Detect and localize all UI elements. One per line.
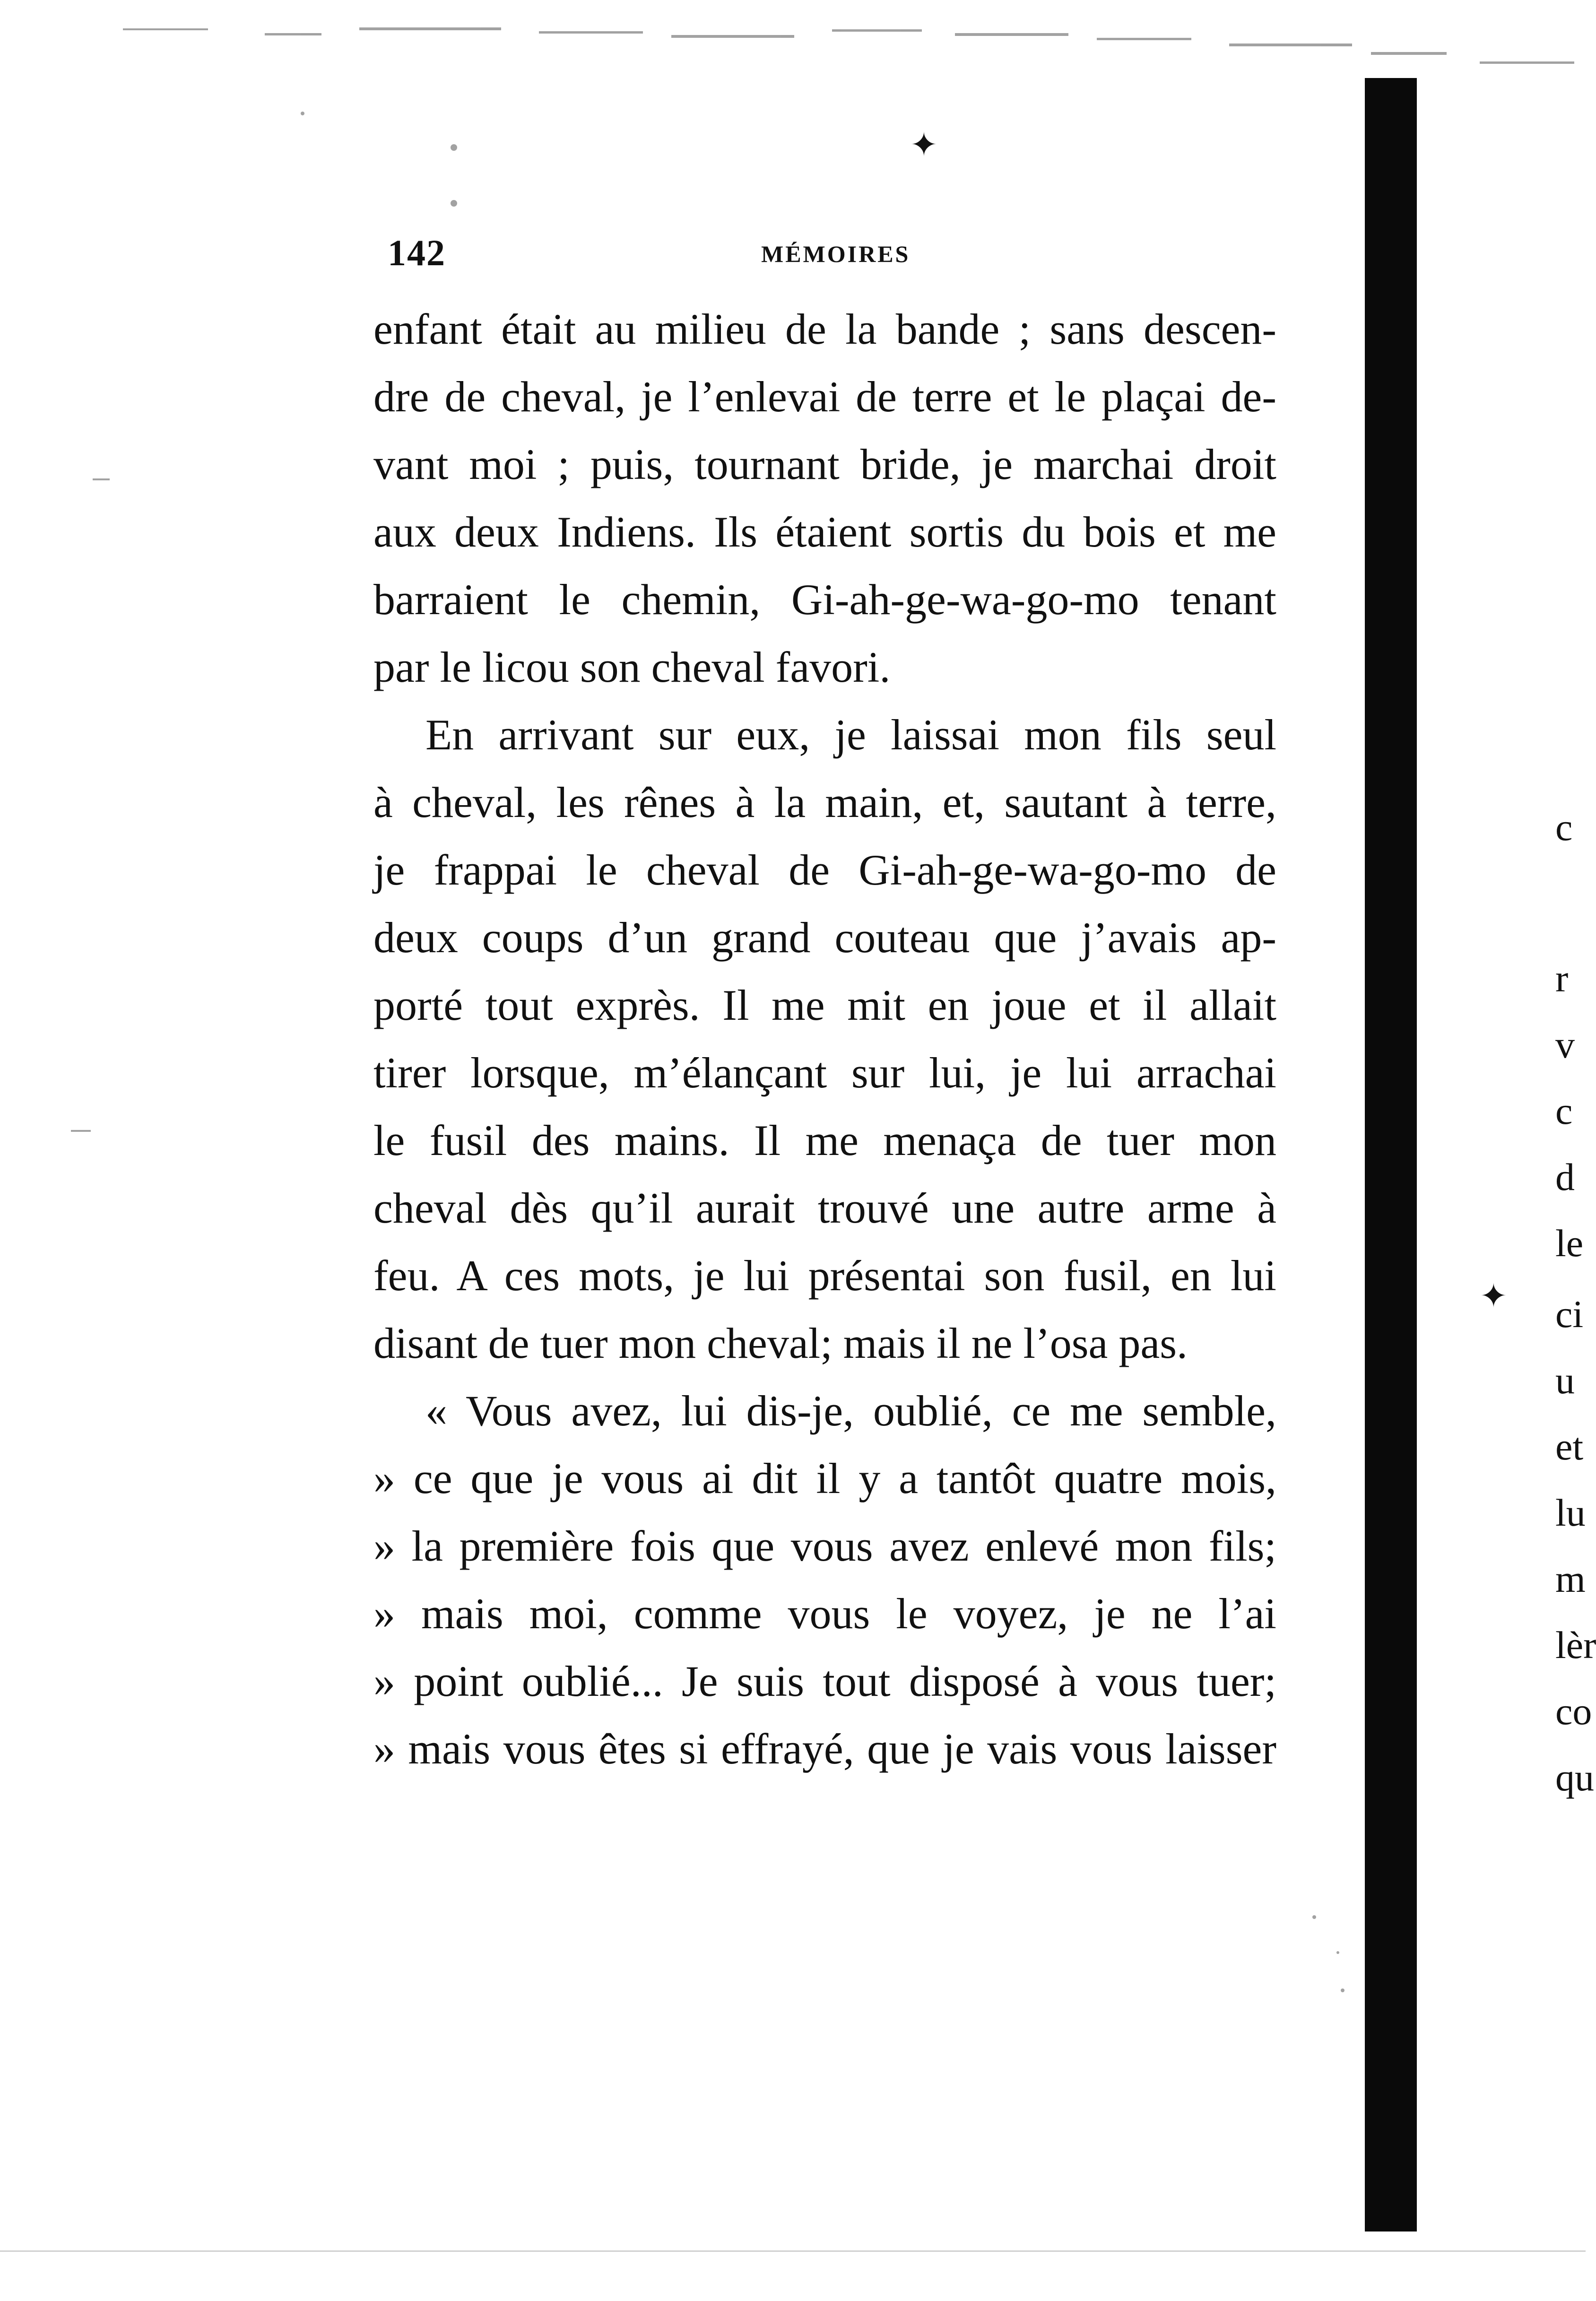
text-line: enfant était au milieu de la bande ; sans descen- <box>373 305 1276 353</box>
adjacent-page-letter: ci <box>1555 1293 1584 1336</box>
adjacent-page-letter: c <box>1555 1089 1573 1132</box>
page-number: 142 <box>388 232 446 273</box>
running-title: MÉMOIRES <box>761 241 911 267</box>
adjacent-page-letter: lèr <box>1555 1624 1596 1667</box>
text-line: vant moi ; puis, tournant bride, je marchai droit <box>373 440 1276 488</box>
quote-line: » la première fois que vous avez enlevé mon fils; <box>373 1522 1276 1570</box>
adjacent-page-letter: m <box>1555 1557 1586 1600</box>
adjacent-page-letter: v <box>1555 1023 1575 1066</box>
text-line: à cheval, les rênes à la main, et, sautant à terre, <box>373 778 1276 826</box>
text-line: par le licou son cheval favori. <box>373 643 891 691</box>
quote-line: » mais moi, comme vous le voyez, je ne l’ai <box>373 1589 1276 1638</box>
adjacent-page-letter: u <box>1555 1359 1575 1402</box>
text-line: cheval dès qu’il aurait trouvé une autre arme à <box>373 1184 1276 1232</box>
ornament-mark-top: ✦ <box>910 127 938 164</box>
text-line: le fusil des mains. Il me menaça de tuer mon <box>373 1116 1276 1164</box>
text-line: feu. A ces mots, je lui présentai son fusil, en lui <box>373 1251 1276 1300</box>
adjacent-page-letter: co <box>1555 1690 1592 1733</box>
adjacent-page-letter: le <box>1555 1222 1584 1265</box>
text-line: tirer lorsque, m’élançant sur lui, je lui arrachai <box>373 1049 1276 1097</box>
text-line-paragraph-start: En arrivant sur eux, je laissai mon fils seul <box>425 711 1276 759</box>
quote-line-start: « Vous avez, lui dis-je, oublié, ce me semble, <box>425 1387 1276 1435</box>
body-text <box>373 295 1276 1783</box>
quote-line: » point oublié... Je suis tout disposé à vous tuer; <box>373 1657 1276 1705</box>
adjacent-page-letter: c <box>1555 806 1573 849</box>
adjacent-page-fragment <box>1555 804 1596 1844</box>
adjacent-page-letter: qu <box>1555 1756 1594 1799</box>
adjacent-page-letter: et <box>1555 1425 1584 1468</box>
quote-line: » ce que je vous ai dit il y a tantôt quatre mois, <box>373 1454 1276 1502</box>
text-line: porté tout exprès. Il me mit en joue et il allait <box>373 981 1276 1029</box>
quote-line: » mais vous êtes si effrayé, que je vais vous laisser <box>373 1725 1276 1773</box>
adjacent-page-letter: d <box>1555 1155 1575 1198</box>
book-binding-shadow <box>1365 78 1417 2232</box>
text-line: disant de tuer mon cheval; mais il ne l’osa pas. <box>373 1319 1188 1367</box>
text-line: je frappai le cheval de Gi-ah-ge-wa-go-mo de <box>373 846 1276 894</box>
text-line: aux deux Indiens. Ils étaient sortis du bois et me <box>373 508 1276 556</box>
adjacent-page-letter: lu <box>1555 1491 1586 1534</box>
text-line: deux coups d’un grand couteau que j’avais ap- <box>373 913 1276 962</box>
text-line: barraient le chemin, Gi-ah-ge-wa-go-mo tenant <box>373 575 1276 624</box>
text-line: dre de cheval, je l’enlevai de terre et le plaçai de- <box>373 373 1276 421</box>
ornament-mark-side: ✦ <box>1480 1278 1508 1315</box>
page-header <box>388 232 936 284</box>
adjacent-page-letter: r <box>1555 957 1569 1000</box>
